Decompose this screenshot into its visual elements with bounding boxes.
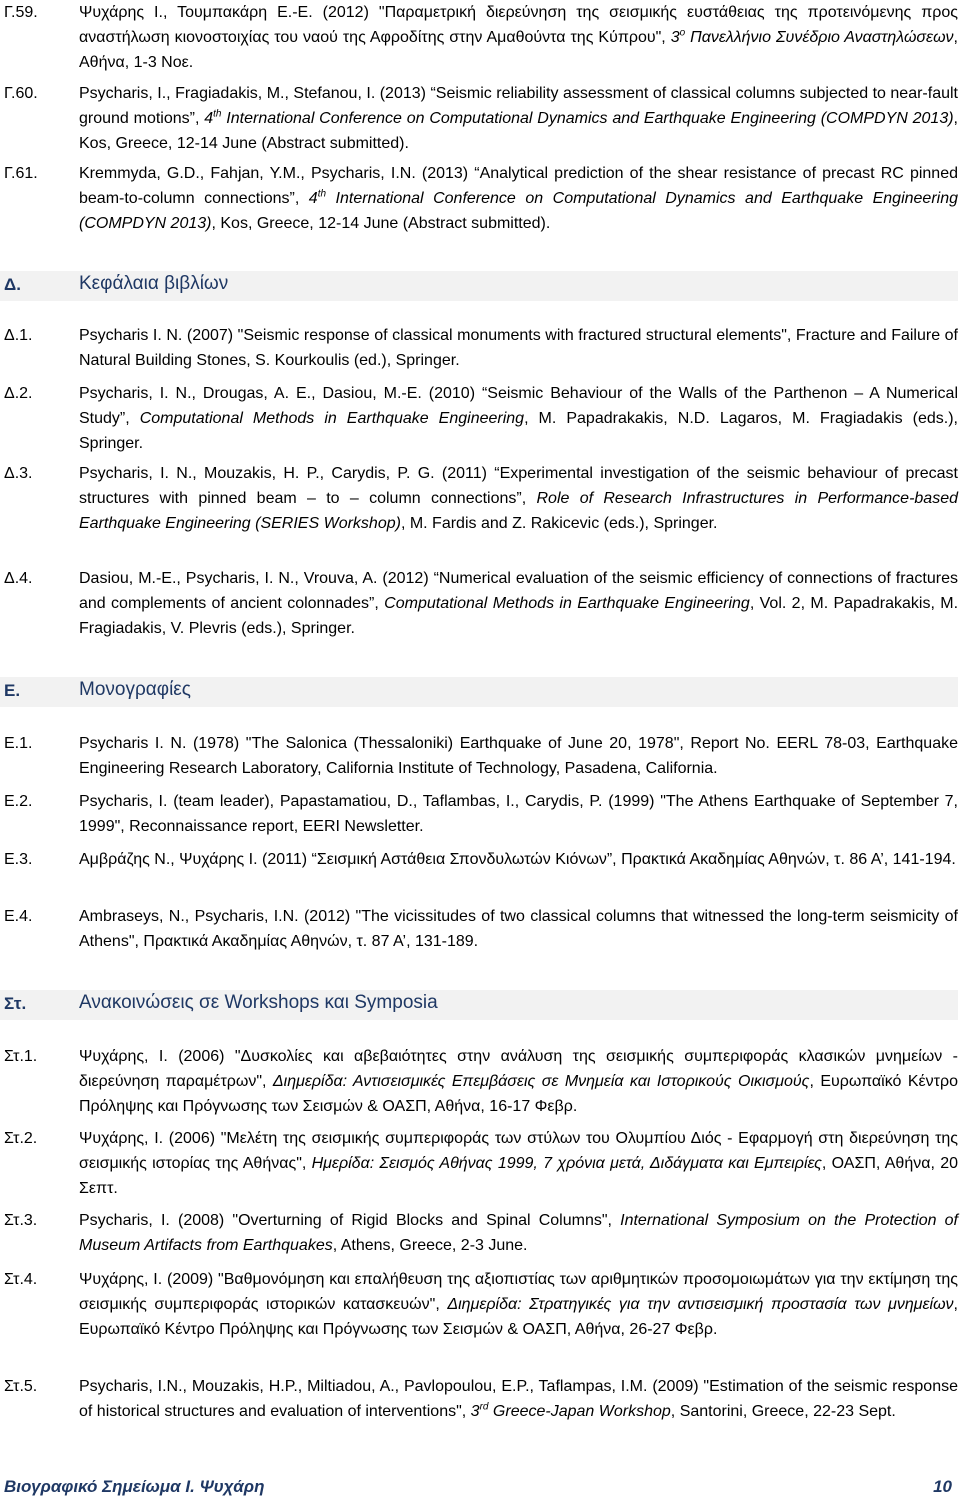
footer-title: Βιογραφικό Σημείωμα Ι. Ψυχάρη — [4, 1477, 265, 1496]
entry-text — [79, 1208, 958, 1258]
entry-number: Στ.3. — [4, 1212, 38, 1229]
entry-authors: Dasiou, M.-E., Psycharis, I. N., Vrouva, A. (2012) “Numerical evaluation of the seismic efficiency of connections of fractures and complements of ancient colonnades”, — [79, 570, 958, 612]
entry-number: Γ.61. — [4, 165, 38, 182]
section-number: Στ. — [4, 994, 27, 1013]
entry-venue: International Symposium on the Protection of Museum Artifacts from Earthquakes — [79, 1212, 958, 1254]
entry-text — [79, 847, 958, 872]
entry-text — [79, 904, 958, 954]
section-title: Κεφάλαια βιβλίων — [79, 273, 229, 294]
entry-authors: Αμβράζης Ν., Ψυχάρης Ι. (2011) “Σεισμική Αστάθεια Σπονδυλωτών Κιόνων”, Πρακτικά Ακαδημίας Αθηνών, τ. 86 Α’, 141-194. — [79, 851, 956, 868]
entry-venue — [471, 1403, 671, 1420]
entry-tail: , Αθήνα, 1-3 Νοε. — [79, 29, 958, 71]
entry-number: Ε.1. — [4, 735, 33, 752]
entry-number: Δ.2. — [4, 385, 33, 402]
entry-text — [79, 0, 958, 75]
entry-authors: Psycharis, I.N., Mouzakis, H.P., Miltiadou, A., Pavlopoulou, E.P., Taflampas, I.M. (2009) "Estimation of the seismic response of historical structures and evaluation of interventions", — [79, 1378, 958, 1420]
entry-text — [79, 731, 958, 781]
section-title: Ανακοινώσεις σε Workshops και Symposia — [79, 992, 438, 1013]
entry-tail: , ΟΑΣΠ, Αθήνα, 20 Σεπτ. — [79, 1155, 958, 1197]
entry-text — [79, 461, 958, 536]
venue-ordinal-sup: th — [317, 188, 327, 200]
entry-authors: Kremmyda, G.D., Fahjan, Y.M., Psycharis, I.N. (2013) “Analytical prediction of the shear resistance of precast RC pinned beam-to-column connections”, — [79, 165, 958, 207]
section-header-e — [0, 677, 958, 707]
entry-venue: Διημερίδα: Αντισεισμικές Επεμβάσεις σε Μνημεία και Ιστορικούς Οικισμούς — [272, 1073, 810, 1090]
venue-name: Πανελλήνιο Συνέδριο Αναστηλώσεων — [685, 29, 954, 46]
entry-tail: , M. Fardis and Z. Rakicevic (eds.), Springer. — [400, 515, 718, 532]
venue-ordinal: 4 — [308, 190, 318, 207]
venue-ordinal: 3 — [670, 29, 680, 46]
section-header-d — [0, 271, 958, 301]
venue-ordinal: 4 — [204, 110, 214, 127]
section-header-st — [0, 990, 958, 1020]
entry-authors: Psycharis, I. N., Mouzakis, H. P., Carydis, P. G. (2011) “Experimental investigation of the seismic behaviour of precast structures with pinned beam – to – column connections”, — [79, 465, 958, 507]
entry-tail: , M. Papadrakakis, N.D. Lagaros, M. Fragiadakis (eds.), Springer. — [79, 410, 958, 452]
entry-tail: , Vol. 2, M. Papadrakakis, M. Fragiadakis, V. Plevris (eds.), Springer. — [79, 595, 959, 637]
entry-authors: Ambraseys, N., Psycharis, I.N. (2012) "The vicissitudes of two classical columns that witnessed the long-term seismicity of Athens", Πρακτικά Ακαδημίας Αθηνών, τ. 87 Α’, 131-189. — [79, 908, 958, 950]
entry-venue — [204, 110, 953, 127]
entry-number: Στ.4. — [4, 1271, 38, 1288]
venue-ordinal: 3 — [470, 1403, 480, 1420]
entry-authors: Ψυχάρης Ι., Τουμπακάρη Ε.-Ε. (2012) "Παραμετρική διερεύνηση της σεισμικής ευστάθειας της προτεινόμενης προς αναστήλωση κιονοστοιχίας του ναού της Αφροδίτης στην Αμαθούντα της Κύπρου", — [79, 4, 958, 46]
entry-number: Στ.2. — [4, 1130, 38, 1147]
entry-number: Στ.5. — [4, 1378, 38, 1395]
entry-venue: Ημερίδα: Σεισμός Αθήνας 1999, 7 χρόνια μετά, Διδάγματα και Εμπειρίες — [311, 1155, 822, 1172]
entry-text — [79, 566, 958, 641]
entry-authors: Ψυχάρης, Ι. (2006) "Δυσκολίες και αβεβαιότητες στην ανάλυση της σεισμικής συμπεριφοράς κλασικών μνημείων - διερεύνηση παραμέτρων", — [79, 1048, 958, 1090]
entry-tail: , Ευρωπαϊκό Κέντρο Πρόληψης και Πρόγνωσης των Σεισμών & ΟΑΣΠ, Αθήνα, 26-27 Φεβρ. — [79, 1296, 958, 1338]
venue-ordinal-sup: th — [213, 108, 222, 120]
entry-tail: , Athens, Greece, 2-3 June. — [332, 1237, 528, 1254]
section-number: Δ. — [4, 275, 21, 294]
entry-authors: Psycharis, I. (2008) "Overturning of Rigid Blocks and Spinal Columns", — [79, 1212, 621, 1229]
entry-text — [79, 161, 958, 236]
entry-number: Γ.60. — [4, 85, 38, 102]
entry-number: Στ.1. — [4, 1048, 38, 1065]
entry-authors: Ψυχάρης, Ι. (2009) "Βαθμονόμηση και επαλήθευση της αξιοπιστίας των αριθμητικών προσομοιωμάτων για την εκτίμηση της σεισμικής συμπεριφοράς ιστορικών κατασκευών", — [79, 1271, 958, 1313]
entry-number: Ε.3. — [4, 851, 33, 868]
entry-text — [79, 1374, 958, 1424]
entry-text — [79, 381, 958, 456]
entry-number: Δ.3. — [4, 465, 33, 482]
entry-authors: Psycharis, I., Fragiadakis, M., Stefanou, I. (2013) “Seismic reliability assessment of classical columns subjected to near-fault ground motions”, — [79, 85, 958, 127]
entry-authors: Ψυχάρης, Ι. (2006) "Μελέτη της σεισμικής συμπεριφοράς των στύλων του Ολυμπίου Διός - Εφαρμογή στη διερεύνηση της σεισμικής ιστορίας της Αθήνας", — [79, 1130, 958, 1172]
entry-venue — [671, 29, 954, 46]
entry-venue: Computational Methods in Earthquake Engineering — [139, 410, 525, 427]
entry-text — [79, 323, 958, 373]
venue-name: International Conference on Computational Dynamics and Earthquake Engineering (COMPDYN 2013) — [79, 190, 958, 232]
entry-venue: Computational Methods in Earthquake Engineering — [384, 595, 750, 612]
entry-authors: Psycharis, I. (team leader), Papastamatiou, D., Taflambas, I., Carydis, P. (1999) "The Athens Earthquake of September 7, 1999", Reconnaissance report, EERI Newsletter. — [79, 793, 958, 835]
entry-number: Δ.4. — [4, 570, 33, 587]
entry-text — [79, 81, 958, 156]
entry-venue: Διημερίδα: Στρατηγικές για την αντισεισμική προστασία των μνημείων — [447, 1296, 954, 1313]
entry-number: Γ.59. — [4, 4, 38, 21]
venue-name: Greece-Japan Workshop — [488, 1403, 671, 1420]
entry-tail: , Santorini, Greece, 22-23 Sept. — [670, 1403, 896, 1420]
entry-text — [79, 789, 958, 839]
section-number: Ε. — [4, 681, 21, 700]
entry-tail: , Kos, Greece, 12-14 June (Abstract submitted). — [211, 215, 551, 232]
entry-tail: , Ευρωπαϊκό Κέντρο Πρόληψης και Πρόγνωσης των Σεισμών & ΟΑΣΠ, Αθήνα, 16-17 Φεβρ. — [79, 1073, 958, 1115]
entry-text — [79, 1126, 958, 1201]
entry-number: Ε.2. — [4, 793, 33, 810]
entry-authors: Psycharis, I. N., Drougas, A. E., Dasiou, M.-E. (2010) “Seismic Behaviour of the Walls of the Parthenon – A Numerical Study”, — [79, 385, 958, 427]
entry-venue: Role of Research Infrastructures in Performance-based Earthquake Engineering (SERIES Workshop) — [79, 490, 959, 532]
entry-text — [79, 1044, 958, 1119]
entry-number: Δ.1. — [4, 327, 33, 344]
section-title: Μονογραφίες — [79, 679, 191, 700]
entry-number: Ε.4. — [4, 908, 33, 925]
venue-name: International Conference on Computational Dynamics and Earthquake Engineering (COMPDYN 2013) — [221, 110, 954, 127]
entry-authors: Psycharis I. N. (1978) "The Salonica (Thessaloniki) Earthquake of June 20, 1978", Report No. EERL 78-03, Earthquake Engineering Research Laboratory, California Institute of Technology, Pasadena, California. — [79, 735, 958, 777]
venue-ordinal-sup: rd — [479, 1401, 489, 1413]
page-number: 10 — [933, 1477, 952, 1496]
entry-authors: Psycharis I. N. (2007) "Seismic response of classical monuments with fractured structural elements", Fracture and Failure of Natural Building Stones, S. Kourkoulis (ed.), Springer. — [79, 327, 958, 369]
entry-text — [79, 1267, 958, 1342]
venue-ordinal-sup: ο — [679, 27, 686, 39]
entry-tail: , Kos, Greece, 12-14 June (Abstract submitted). — [79, 110, 958, 152]
